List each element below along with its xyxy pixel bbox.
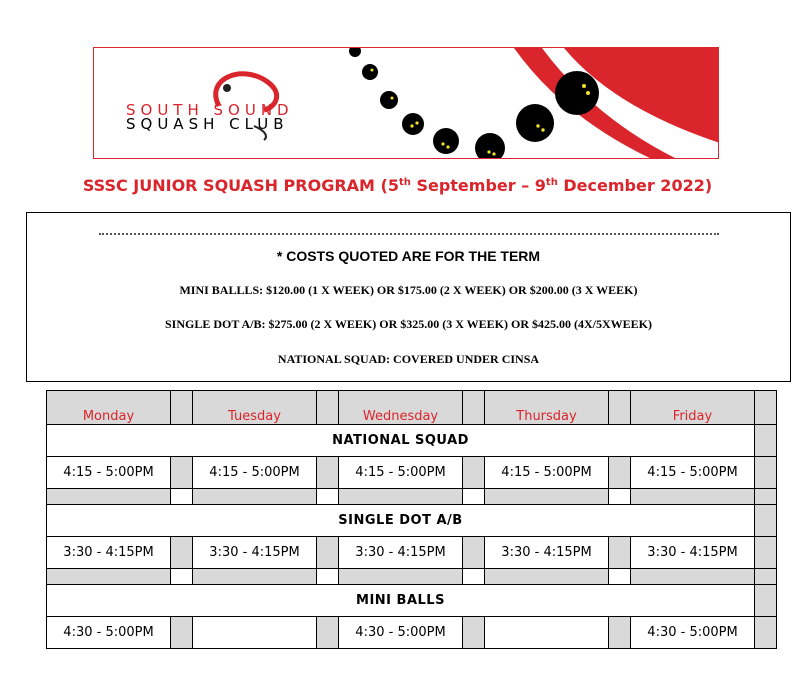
- spacer-cell: [485, 569, 609, 585]
- time-slot: 3:30 - 4:15PM: [485, 537, 609, 569]
- day-header-monday: Monday: [47, 391, 171, 425]
- spacer-row: [47, 489, 777, 505]
- title-sup-2: th: [545, 177, 558, 188]
- title-middle: September – 9: [410, 176, 546, 195]
- title-prefix: SSSC JUNIOR SQUASH PROGRAM (5: [82, 176, 399, 195]
- gap-cell: [609, 457, 631, 489]
- spacer-cell: [631, 489, 755, 505]
- day-header-row: [47, 391, 777, 425]
- gap-cell: [171, 617, 193, 649]
- time-slot: 4:30 - 5:00PM: [631, 617, 755, 649]
- spacer-cell: [193, 489, 317, 505]
- day-header-thursday: Thursday: [485, 391, 609, 425]
- time-slot: [485, 617, 609, 649]
- gap-cell: [755, 617, 777, 649]
- club-logo: [93, 47, 719, 159]
- gap-cell: [609, 391, 631, 425]
- program-row: [47, 585, 777, 617]
- gap-cell: [755, 457, 777, 489]
- program-name: NATIONAL SQUAD: [47, 425, 755, 457]
- spacer-cell: [609, 489, 631, 505]
- time-row: [47, 617, 777, 649]
- spacer-cell: [631, 569, 755, 585]
- time-row: [47, 457, 777, 489]
- gap-cell: [463, 391, 485, 425]
- gap-cell: [609, 537, 631, 569]
- time-slot: 4:30 - 5:00PM: [339, 617, 463, 649]
- time-slot: 4:15 - 5:00PM: [631, 457, 755, 489]
- spacer-cell: [317, 569, 339, 585]
- time-slot: 3:30 - 4:15PM: [47, 537, 171, 569]
- program-row: [47, 425, 777, 457]
- time-slot: 4:15 - 5:00PM: [47, 457, 171, 489]
- time-slot: 4:15 - 5:00PM: [339, 457, 463, 489]
- gap-cell: [755, 537, 777, 569]
- spacer-cell: [339, 489, 463, 505]
- gap-cell: [317, 391, 339, 425]
- time-slot: 4:30 - 5:00PM: [47, 617, 171, 649]
- time-slot: [193, 617, 317, 649]
- time-slot: 3:30 - 4:15PM: [631, 537, 755, 569]
- dotted-divider: [99, 233, 719, 236]
- gap-cell: [317, 617, 339, 649]
- schedule-table: [46, 390, 777, 649]
- spacer-cell: [485, 489, 609, 505]
- title-suffix: December 2022): [557, 176, 713, 195]
- time-slot: 4:15 - 5:00PM: [193, 457, 317, 489]
- cost-national-squad: NATIONAL SQUAD: COVERED UNDER CINSA: [277, 352, 540, 366]
- spacer-cell: [317, 489, 339, 505]
- gap-cell: [463, 457, 485, 489]
- day-header-wednesday: Wednesday: [339, 391, 463, 425]
- cost-heading: * COSTS QUOTED ARE FOR THE TERM: [276, 248, 541, 264]
- gap-cell: [317, 457, 339, 489]
- gap-cell: [755, 391, 777, 425]
- spacer-cell: [339, 569, 463, 585]
- spacer-cell: [755, 569, 777, 585]
- time-slot: 3:30 - 4:15PM: [339, 537, 463, 569]
- cost-box: [26, 212, 791, 382]
- edge-cell: [755, 585, 777, 617]
- spacer-cell: [47, 569, 171, 585]
- gap-cell: [171, 457, 193, 489]
- gap-cell: [463, 617, 485, 649]
- spacer-cell: [463, 489, 485, 505]
- gap-cell: [171, 537, 193, 569]
- program-name: SINGLE DOT A/B: [47, 505, 755, 537]
- program-name: MINI BALLS: [47, 585, 755, 617]
- spacer-cell: [171, 489, 193, 505]
- time-slot: 4:15 - 5:00PM: [485, 457, 609, 489]
- program-title: [0, 175, 795, 197]
- time-slot: 3:30 - 4:15PM: [193, 537, 317, 569]
- title-sup-1: th: [398, 177, 411, 188]
- spacer-cell: [755, 489, 777, 505]
- spacer-cell: [171, 569, 193, 585]
- edge-cell: [755, 505, 777, 537]
- spacer-row: [47, 569, 777, 585]
- day-header-friday: Friday: [631, 391, 755, 425]
- time-row: [47, 537, 777, 569]
- program-row: [47, 505, 777, 537]
- gap-cell: [463, 537, 485, 569]
- spacer-cell: [609, 569, 631, 585]
- logo-text-squash-club: SQUASH CLUB: [126, 115, 289, 133]
- gap-cell: [317, 537, 339, 569]
- cost-single-dot: SINGLE DOT A/B: $275.00 (2 X WEEK) OR $325.00 (3 X WEEK) OR $425.00 (4X/5XWEEK): [164, 317, 653, 331]
- spacer-cell: [193, 569, 317, 585]
- cost-mini-balls: MINI BALLLS: $120.00 (1 X WEEK) OR $175.00 (2 X WEEK) OR $200.00 (3 X WEEK): [179, 283, 638, 297]
- edge-cell: [755, 425, 777, 457]
- spacer-cell: [47, 489, 171, 505]
- gap-cell: [609, 617, 631, 649]
- day-header-tuesday: Tuesday: [193, 391, 317, 425]
- spacer-cell: [463, 569, 485, 585]
- gap-cell: [171, 391, 193, 425]
- logo-text-south-sound: SOUTH SOUND: [126, 101, 294, 119]
